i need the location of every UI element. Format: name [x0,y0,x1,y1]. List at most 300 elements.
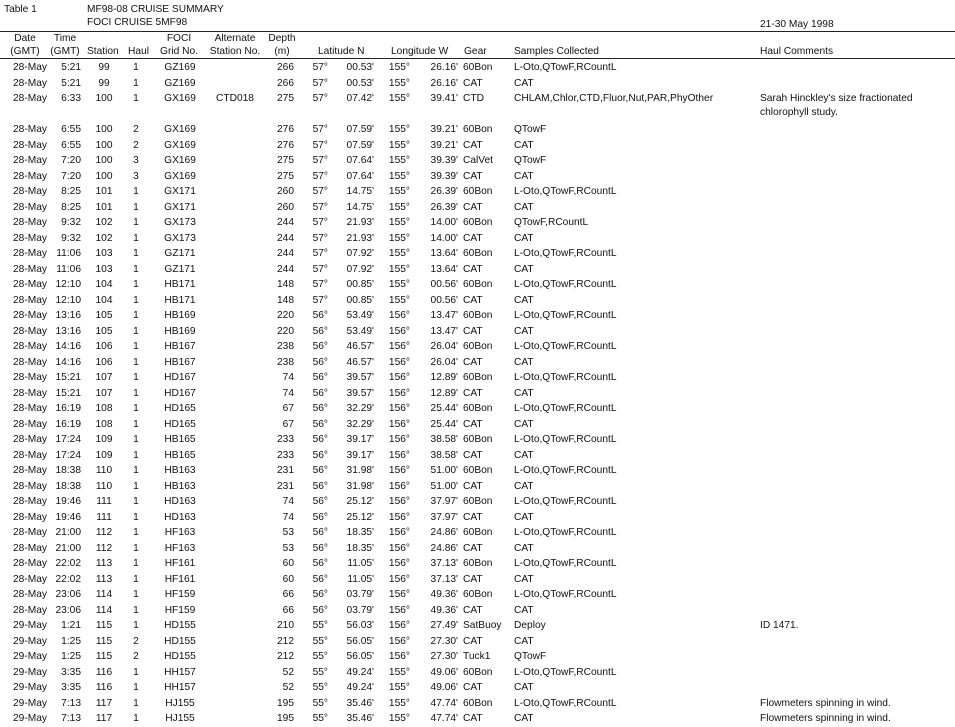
table-row [0,169,955,185]
cell-grid: GX169 [164,155,196,166]
col-date-line1: Date [14,33,36,44]
cell-lat-min: 25.12' [346,511,374,523]
cell-lon-min: 39.39' [430,155,458,166]
cell-grid: HD155 [164,620,196,631]
cell-haul: 1 [133,573,139,585]
cell-haul: 1 [133,418,139,430]
cell-date: 28-May [13,124,47,135]
cell-lat-deg: 55° [312,651,328,662]
cell-gear: 60Bon [463,558,493,569]
cell-samples: QTowF [514,155,547,166]
table-row [0,153,955,169]
cell-lon-min: 13.47' [430,325,458,337]
col-time [48,32,82,58]
cell-lat-min: 21.93' [346,217,374,228]
cell-gear: 60Bon [463,403,493,414]
cell-date: 29-May [13,666,47,678]
cell-time: 23:06 [55,589,81,600]
cell-samples: CAT [514,139,534,151]
cell-samples: CAT [514,232,534,244]
cell-lon-deg: 156° [388,434,410,445]
table-row [0,60,955,76]
cell-grid: HD163 [164,496,196,507]
cell-lat-min: 39.57' [346,387,374,399]
cell-lon-deg: 155° [388,263,410,275]
cell-grid: HD163 [164,511,196,523]
table-row [0,91,955,122]
cell-samples: L-Oto,QTowF,RCountL [514,697,617,709]
table-row [0,680,955,696]
cell-lon-min: 27.30' [430,635,458,647]
cell-samples: CAT [514,387,534,399]
cell-grid: HF163 [164,527,196,538]
cell-samples: CAT [514,325,534,337]
cell-depth: 238 [277,341,294,352]
cell-depth: 74 [282,511,294,523]
cell-lat-min: 46.57' [346,341,374,352]
cell-time: 5:21 [61,77,81,89]
cell-time: 13:16 [55,310,81,321]
cell-station: 100 [95,170,113,182]
col-depth-line2: (m) [274,46,290,57]
cell-depth: 233 [277,434,294,445]
cell-time: 6:33 [61,93,81,104]
col-depth-line1: Depth [268,33,296,44]
cell-haul: 1 [133,248,139,259]
cell-haul: 1 [133,589,139,600]
cell-lon-min: 38.58' [430,434,458,445]
cell-gear: 60Bon [463,124,493,135]
cell-samples: L-Oto,QTowF,RCountL [514,62,617,73]
cell-gear: 60Bon [463,465,493,476]
cell-date: 28-May [13,434,47,445]
cell-gear: 60Bon [463,248,493,259]
cell-lat-min: 56.05' [346,635,374,647]
cell-lon-min: 13.47' [430,310,458,321]
cell-grid: GZ169 [164,62,196,73]
col-alt-station [205,32,265,58]
cell-lat-deg: 57° [312,279,328,290]
cell-haul: 2 [133,635,139,647]
cell-samples: QTowF [514,124,547,135]
cell-date: 28-May [13,93,47,104]
cell-depth: 244 [277,248,294,259]
cell-date: 28-May [13,418,47,430]
cell-haul: 1 [133,713,139,724]
cell-lon-deg: 155° [388,666,410,678]
table-row [0,618,955,634]
cell-station: 109 [95,449,113,461]
cell-station: 110 [95,480,113,492]
table-row [0,649,955,665]
cell-station: 113 [95,558,113,569]
cell-samples: CAT [514,635,534,647]
table-row [0,246,955,262]
cell-lat-min: 07.64' [346,170,374,182]
cell-date: 28-May [13,403,47,414]
cell-lon-min: 51.00' [430,480,458,492]
cell-station: 107 [95,387,113,399]
cell-lon-min: 13.64' [430,263,458,275]
cell-date: 29-May [13,713,47,724]
cell-grid: HJ155 [165,713,195,724]
table-row [0,417,955,433]
cell-lon-min: 37.97' [430,511,458,523]
cell-gear: 60Bon [463,217,493,228]
cell-lon-deg: 156° [388,496,410,507]
cell-gear: 60Bon [463,341,493,352]
cell-lon-min: 37.13' [430,558,458,569]
cell-depth: 276 [277,124,294,135]
cell-haul: 1 [133,697,139,709]
cell-lon-deg: 155° [388,186,410,197]
cell-lat-deg: 56° [312,310,328,321]
cell-lat-deg: 57° [312,139,328,151]
cell-grid: HF159 [164,589,196,600]
cell-lat-min: 03.79' [346,589,374,600]
cell-time: 7:13 [61,713,81,724]
cell-date: 28-May [13,558,47,569]
table-row [0,432,955,448]
cell-date: 28-May [13,294,47,306]
cell-station: 111 [96,496,112,507]
cell-date: 29-May [13,651,47,662]
cell-gear: CAT [463,418,483,430]
cell-depth: 66 [282,604,294,616]
cell-station: 115 [95,620,113,631]
cell-depth: 244 [277,263,294,275]
cell-samples: CAT [514,356,534,368]
cell-haul: 1 [133,325,139,337]
cell-lat-min: 00.85' [346,279,374,290]
cell-lat-min: 35.46' [346,713,374,724]
cell-date: 28-May [13,480,47,492]
cell-lat-min: 32.29' [346,418,374,430]
cell-grid: HB167 [164,341,196,352]
cell-lon-min: 39.21' [430,124,458,135]
cell-samples: QTowF [514,651,547,662]
cell-date: 28-May [13,232,47,244]
cell-lat-deg: 56° [312,434,328,445]
cell-gear: CAT [463,511,483,523]
cell-station: 103 [95,248,113,259]
cell-haul: 1 [133,542,139,554]
cell-lat-min: 53.49' [346,325,374,337]
cell-haul: 1 [133,217,139,228]
cell-haul: 1 [133,620,139,631]
cell-samples: CAT [514,77,534,89]
cell-lon-min: 27.30' [430,651,458,662]
cell-time: 6:55 [61,139,81,151]
cell-lon-min: 49.36' [430,604,458,616]
cell-time: 14:16 [55,341,81,352]
cell-date: 28-May [13,170,47,182]
cell-lon-min: 14.00' [430,232,458,244]
table-row [0,448,955,464]
cell-grid: HJ155 [165,697,195,709]
cell-comment: Sarah Hinckley's size fractionated [760,93,913,104]
cell-lon-deg: 155° [388,201,410,213]
cell-lon-deg: 155° [388,62,410,73]
cell-samples: L-Oto,QTowF,RCountL [514,186,617,197]
cell-date: 28-May [13,604,47,616]
cell-lat-min: 11.05' [347,573,374,585]
cell-station: 104 [95,279,113,290]
cell-lon-deg: 156° [388,356,410,368]
cell-depth: 231 [277,465,294,476]
cell-lat-min: 39.17' [346,449,374,461]
cell-grid: HD165 [164,418,196,430]
cell-lon-min: 00.56' [430,294,458,306]
cell-gear: CAT [463,232,483,244]
cell-time: 8:25 [61,186,81,197]
cell-lon-min: 39.41' [430,93,458,104]
cell-lat-deg: 55° [312,682,328,693]
cell-lon-deg: 156° [388,511,410,523]
cell-haul: 1 [133,682,139,693]
cell-samples: L-Oto,QTowF,RCountL [514,434,617,445]
table-row [0,696,955,712]
table-row [0,370,955,386]
cell-depth: 238 [277,356,294,368]
cell-time: 3:35 [61,666,81,678]
cell-gear: SatBuoy [463,620,502,631]
table-row [0,339,955,355]
cell-gear: CAT [463,713,483,724]
cell-lat-deg: 55° [312,697,328,709]
cell-lon-deg: 155° [388,217,410,228]
cell-station: 108 [95,403,113,414]
date-range: 21-30 May 1998 [760,19,834,30]
cell-lat-min: 39.17' [346,434,374,445]
cell-samples: Deploy [514,620,546,631]
cell-lat-min: 49.24' [346,666,374,678]
cell-lon-min: 39.39' [430,170,458,182]
cell-gear: 60Bon [463,697,493,709]
cell-depth: 276 [277,139,294,151]
cell-gear: 60Bon [463,527,493,538]
cell-lon-deg: 156° [388,589,410,600]
cell-samples: L-Oto,QTowF,RCountL [514,527,617,538]
cell-grid: HB169 [164,310,196,321]
cell-lon-deg: 155° [388,155,410,166]
col-samples: Samples Collected [514,46,599,57]
cell-date: 28-May [13,496,47,507]
cell-station: 113 [95,573,113,585]
cell-gear: 60Bon [463,279,493,290]
cell-time: 22:02 [55,558,81,569]
cell-lon-deg: 156° [388,558,410,569]
cell-lon-min: 26.39' [430,201,458,213]
col-grid-line1: FOCI [166,33,192,44]
cell-lat-deg: 56° [312,511,328,523]
col-longitude: Longitude W [391,46,449,57]
table-row [0,200,955,216]
cell-lat-min: 07.42' [346,93,374,104]
cell-lat-min: 03.79' [346,604,374,616]
cell-lon-deg: 155° [388,682,410,693]
table-row [0,324,955,340]
cell-lat-min: 00.53' [346,62,374,73]
cell-lon-deg: 156° [388,573,410,585]
cell-depth: 244 [277,232,294,244]
cell-grid: GX171 [164,186,196,197]
cell-depth: 67 [282,403,294,414]
cell-gear: CAT [463,387,483,399]
col-time-line1: Time [53,33,77,44]
cell-samples: L-Oto,QTowF,RCountL [514,666,617,678]
table-row [0,634,955,650]
cell-gear: CAT [463,77,483,89]
cell-lon-deg: 156° [388,480,410,492]
cell-gear: 60Bon [463,310,493,321]
cell-lon-min: 37.97' [430,496,458,507]
col-gear: Gear [464,46,487,57]
cell-lat-deg: 55° [312,666,328,678]
cell-station: 100 [95,124,113,135]
cell-haul: 1 [133,403,139,414]
cell-lon-min: 24.86' [430,542,458,554]
cell-date: 28-May [13,201,47,213]
cell-lon-deg: 156° [388,527,410,538]
cell-depth: 266 [277,77,294,89]
cell-depth: 266 [277,62,294,73]
cell-lat-min: 14.75' [346,201,374,213]
cell-grid: HH157 [164,682,196,693]
cell-haul: 1 [133,93,139,104]
cell-depth: 231 [277,480,294,492]
cell-gear: CAT [463,325,483,337]
cell-lon-min: 26.16' [430,62,458,73]
cell-lat-deg: 56° [312,527,328,538]
cell-samples: CAT [514,713,534,724]
cell-lat-deg: 57° [312,294,328,306]
table-row [0,355,955,371]
cell-station: 117 [95,713,113,724]
table-row [0,76,955,92]
cell-station: 108 [95,418,113,430]
cell-lat-deg: 57° [312,232,328,244]
cell-lon-deg: 155° [388,697,410,709]
cell-time: 9:32 [61,217,81,228]
cell-time: 19:46 [55,496,81,507]
table-row [0,587,955,603]
cell-lon-deg: 155° [388,232,410,244]
cell-station: 106 [95,341,113,352]
table-row [0,711,955,727]
cell-lat-min: 39.57' [346,372,374,383]
cell-lon-min: 13.64' [430,248,458,259]
cruise-table-body [0,60,955,727]
cell-date: 28-May [13,465,47,476]
cell-lat-deg: 55° [312,713,328,724]
table-row [0,541,955,557]
cell-lat-deg: 56° [312,449,328,461]
table-row [0,122,955,138]
cell-lon-deg: 156° [388,310,410,321]
cell-station: 112 [95,542,113,554]
cell-haul: 1 [133,201,139,213]
cell-lat-min: 25.12' [346,496,374,507]
cell-station: 115 [95,635,113,647]
cell-samples: CAT [514,201,534,213]
cell-depth: 212 [277,635,294,647]
cell-date: 28-May [13,372,47,383]
cell-lat-min: 07.92' [346,263,374,275]
cell-lon-deg: 156° [388,604,410,616]
cell-grid: HB167 [164,356,196,368]
cell-lon-min: 47.74' [430,697,458,709]
cell-grid: GX169 [164,139,196,151]
cell-haul: 3 [133,155,139,166]
cell-samples: CAT [514,263,534,275]
cell-date: 28-May [13,356,47,368]
cell-lat-deg: 57° [312,170,328,182]
cell-depth: 66 [282,589,294,600]
cell-lat-deg: 55° [312,620,328,631]
cell-samples: CAT [514,573,534,585]
cell-grid: HD167 [164,372,196,383]
cell-lat-min: 35.46' [346,697,374,709]
cell-depth: 52 [282,666,294,678]
cell-haul: 1 [133,527,139,538]
cell-lon-min: 51.00' [430,465,458,476]
cell-station: 102 [95,217,113,228]
cell-grid: HH157 [164,666,196,678]
cell-depth: 195 [277,713,294,724]
col-time-line2: (GMT) [50,46,80,57]
cell-lon-deg: 156° [388,341,410,352]
cell-depth: 212 [277,651,294,662]
cell-station: 110 [95,465,113,476]
cell-lat-deg: 57° [312,201,328,213]
cell-time: 17:24 [55,434,81,445]
cell-lat-deg: 57° [312,186,328,197]
cell-time: 1:25 [61,651,81,662]
cell-comment: ID 1471. [760,620,799,631]
cell-haul: 1 [133,310,139,321]
cell-samples: CAT [514,170,534,182]
cell-haul: 1 [133,341,139,352]
cell-depth: 74 [282,387,294,399]
cell-lon-deg: 156° [388,620,410,631]
cell-lon-deg: 156° [388,325,410,337]
cell-depth: 195 [277,697,294,709]
cell-grid: GX173 [164,232,196,244]
cell-date: 28-May [13,387,47,399]
cell-station: 99 [98,77,110,89]
cell-lon-deg: 155° [388,77,410,89]
cell-grid: HD165 [164,403,196,414]
cell-lon-deg: 156° [388,542,410,554]
cell-date: 28-May [13,217,47,228]
cell-station: 117 [95,697,113,709]
cell-gear: CAT [463,263,483,275]
cell-haul: 1 [133,263,139,275]
col-alt-line2: Station No. [209,46,261,57]
cell-lat-min: 18.35' [346,542,374,554]
col-alt-line1: Alternate [214,33,256,44]
cell-gear: 60Bon [463,372,493,383]
cell-samples: CAT [514,418,534,430]
cell-date: 28-May [13,542,47,554]
cell-station: 105 [95,325,113,337]
cell-station: 104 [95,294,113,306]
table-row [0,463,955,479]
cell-gear: CAT [463,139,483,151]
cell-lon-deg: 155° [388,124,410,135]
table-row [0,138,955,154]
